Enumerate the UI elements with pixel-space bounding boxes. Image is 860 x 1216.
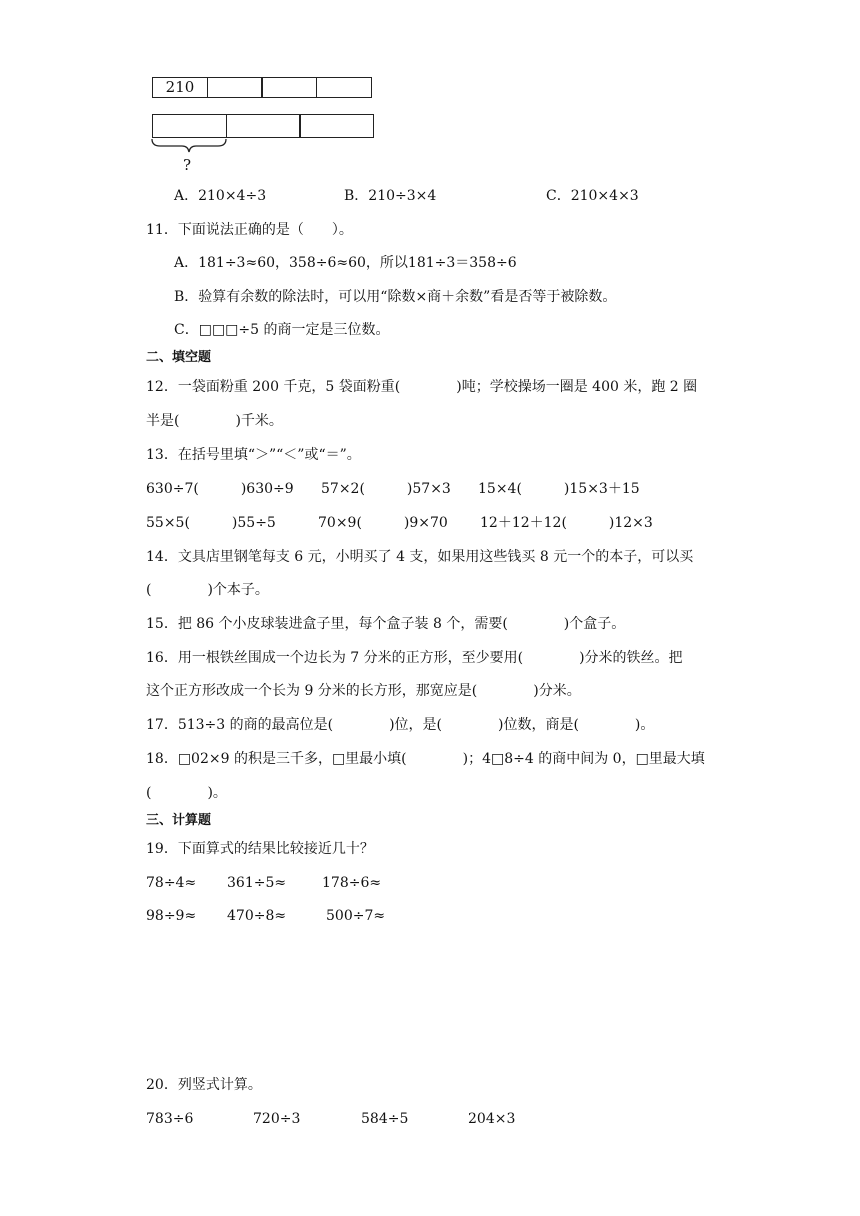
q19-item: 78÷4≈ [146, 875, 197, 891]
q16-line1: 16．用一根铁丝围成一个边长为 7 分米的正方形，至少要用( )分米的铁丝。把 [146, 650, 683, 666]
q11-option-c: C．□□□÷5 的商一定是三位数。 [174, 322, 390, 338]
q13-item: 630÷7( )630÷9 [146, 481, 294, 497]
q10-option-c: C．210×4×3 [546, 188, 639, 204]
q17: 17．513÷3 的商的最高位是( )位，是( )位数，商是( )。 [146, 717, 655, 733]
bottom-bar [152, 114, 374, 138]
bottom-bar-cell [299, 114, 374, 138]
top-bar-cell [316, 77, 372, 98]
section-heading-fill-blank: 二、填空题 [146, 350, 212, 365]
q13-stem: 13．在括号里填“＞”“＜”或“＝”。 [146, 447, 361, 463]
q10-option-a: A．210×4÷3 [174, 188, 267, 204]
q11-stem: 11．下面说法正确的是（ ）。 [146, 222, 353, 238]
q19-stem: 19．下面算式的结果比较接近几十？ [146, 841, 374, 857]
q19-item: 361÷5≈ [227, 875, 287, 891]
q19-item: 98÷9≈ [146, 908, 197, 924]
q13-item: 70×9( )9×70 [318, 515, 448, 531]
q15: 15．把 86 个小皮球装进盒子里，每个盒子装 8 个，需要( )个盒子。 [146, 616, 626, 632]
q20-item: 204×3 [468, 1111, 516, 1127]
q19-item: 470÷8≈ [227, 908, 287, 924]
top-bar [152, 77, 372, 98]
segment-diagram [148, 74, 378, 184]
q19-item: 500÷7≈ [326, 908, 386, 924]
q10-option-b: B．210÷3×4 [344, 188, 437, 204]
q12-line1: 12．一袋面粉重 200 千克，5 袋面粉重( )吨；学校操场一圈是 400 米，跑 2 圈 [146, 379, 698, 395]
q14-line1: 14．文具店里钢笔每支 6 元，小明买了 4 支，如果用这些钱买 8 元一个的本子，可以买 [146, 549, 694, 565]
q11-option-a: A．181÷3≈60，358÷6≈60，所以181÷3＝358÷6 [174, 255, 517, 271]
top-bar-cell [261, 77, 317, 98]
q14-line2: ( )个本子。 [146, 582, 269, 598]
q20-item: 584÷5 [361, 1111, 409, 1127]
q16-line2: 这个正方形改成一个长为 9 分米的长方形，那宽应是( )分米。 [146, 683, 581, 699]
q18-line2: ( )。 [146, 785, 227, 801]
curly-brace-icon [150, 138, 230, 154]
q12-line2: 半是( )千米。 [146, 413, 283, 429]
q13-item: 57×2( )57×3 [321, 481, 451, 497]
q20-stem: 20．列竖式计算。 [146, 1077, 262, 1093]
q18-line1: 18．□02×9 的积是三千多，□里最小填( )；4□8÷4 的商中间为 0，□里最大填 [146, 751, 705, 767]
q13-item: 12＋12＋12( )12×3 [480, 515, 653, 531]
section-heading-calculation: 三、计算题 [146, 813, 212, 828]
bottom-bar-cell [152, 114, 227, 138]
q11-option-b: B．验算有余数的除法时，可以用“除数×商＋余数”看是否等于被除数。 [174, 289, 617, 305]
bottom-bar-cell [226, 114, 301, 138]
q20-item: 783÷6 [146, 1111, 194, 1127]
top-bar-cell [207, 77, 263, 98]
q13-item: 15×4( )15×3＋15 [478, 481, 640, 497]
q13-item: 55×5( )55÷5 [146, 515, 276, 531]
top-bar-cell: 210 [152, 77, 208, 98]
q20-item: 720÷3 [253, 1111, 301, 1127]
question-mark: ? [183, 156, 192, 174]
q19-item: 178÷6≈ [322, 875, 382, 891]
